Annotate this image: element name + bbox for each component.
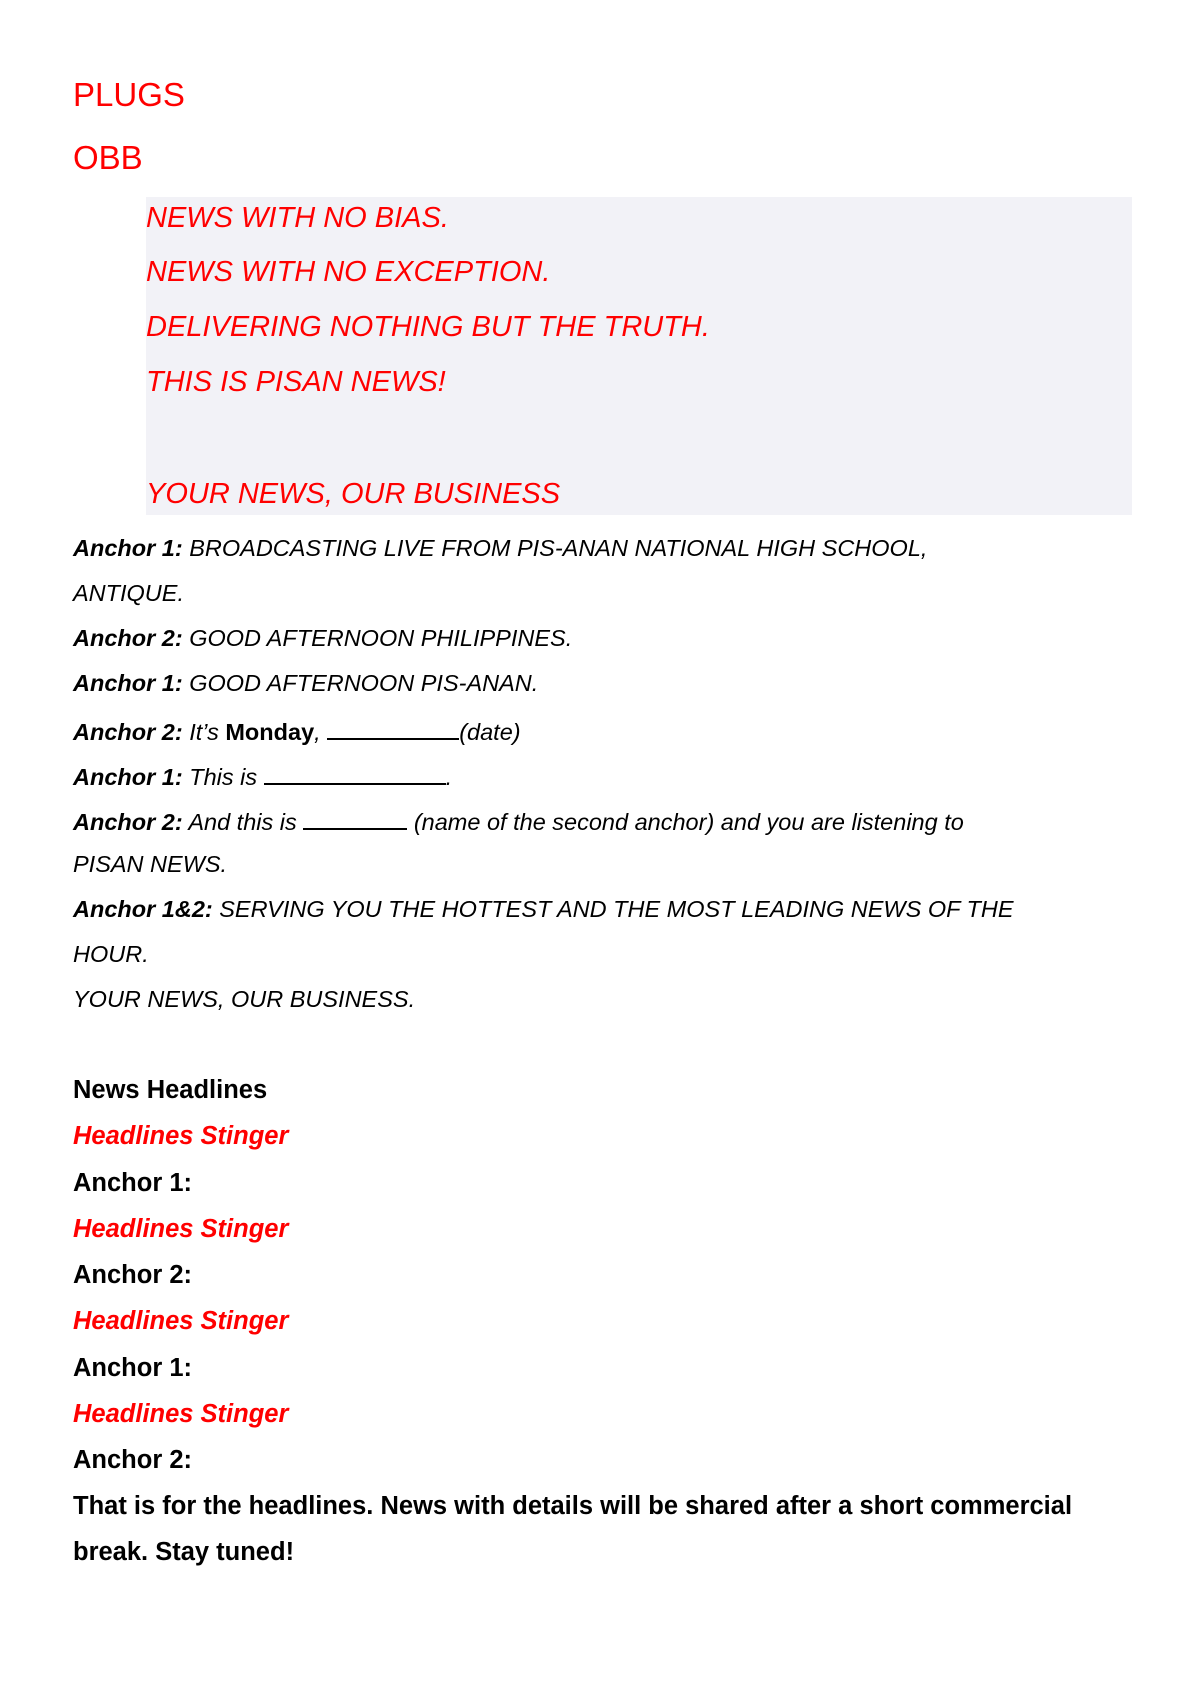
- anchor2-name-blank: [303, 808, 407, 830]
- script-line-6: [73, 808, 964, 835]
- speaker-label: Anchor 2:: [73, 719, 183, 745]
- speaker-label: Anchor 1:: [73, 535, 183, 561]
- obb-line-2: NEWS WITH NO EXCEPTION.: [146, 256, 551, 288]
- obb-line-5: YOUR NEWS, OUR BUSINESS: [146, 478, 561, 510]
- script-line-3: [73, 672, 538, 696]
- speaker-label: Anchor 2:: [73, 625, 183, 651]
- line-text: YOUR NEWS, OUR BUSINESS.: [73, 986, 416, 1012]
- script-line-7: [73, 898, 1014, 922]
- line-text: HOUR.: [73, 941, 149, 967]
- script-line-1: [73, 537, 927, 561]
- line-text: ANTIQUE.: [73, 580, 184, 606]
- line-text: .: [445, 764, 453, 790]
- speaker-label: Anchor 1:: [73, 670, 183, 696]
- script-line-6b: [73, 853, 227, 877]
- line-text: (name of the second anchor) and you are listening to: [407, 809, 964, 835]
- headlines-stinger-2: Headlines Stinger: [73, 1215, 289, 1243]
- obb-line-4: THIS IS PISAN NEWS!: [146, 366, 446, 398]
- line-text: And this is: [182, 809, 304, 835]
- script-line-7b: [73, 943, 149, 967]
- script-line-1b: [73, 582, 184, 606]
- headlines-stinger-1: Headlines Stinger: [73, 1122, 289, 1150]
- headlines-stinger-3: Headlines Stinger: [73, 1307, 289, 1335]
- day-name: Monday: [225, 719, 315, 745]
- line-text: BROADCASTING LIVE FROM PIS-ANAN NATIONAL HIGH SCHOOL,: [182, 535, 928, 561]
- line-text: PISAN NEWS.: [73, 851, 228, 877]
- line-text: ,: [314, 719, 328, 745]
- closing-line-2: break. Stay tuned!: [73, 1538, 295, 1566]
- date-blank: [327, 718, 459, 740]
- closing-line-1: That is for the headlines. News with details will be shared after a short commercial: [73, 1492, 1073, 1520]
- line-text: SERVING YOU THE HOTTEST AND THE MOST LEADING NEWS OF THE: [212, 896, 1014, 922]
- anchor-2-label-1: Anchor 2:: [73, 1261, 193, 1289]
- line-text: GOOD AFTERNOON PIS-ANAN.: [182, 670, 539, 696]
- speaker-label: Anchor 2:: [73, 809, 183, 835]
- speaker-label: Anchor 1:: [73, 764, 183, 790]
- script-line-8: [73, 988, 415, 1012]
- script-line-5: [73, 763, 452, 790]
- anchor-1-label-2: Anchor 1:: [73, 1354, 193, 1382]
- anchor1-name-blank: [264, 763, 446, 785]
- script-line-4: [73, 718, 521, 745]
- obb-shaded-block: [146, 197, 1132, 515]
- line-text: This is: [182, 764, 264, 790]
- obb-heading: OBB: [73, 139, 143, 176]
- anchor-2-label-2: Anchor 2:: [73, 1446, 193, 1474]
- speaker-label: Anchor 1&2:: [73, 896, 213, 922]
- script-line-2: [73, 627, 572, 651]
- anchor-1-label-1: Anchor 1:: [73, 1169, 193, 1197]
- obb-line-1: NEWS WITH NO BIAS.: [146, 202, 449, 234]
- line-text: GOOD AFTERNOON PHILIPPINES.: [182, 625, 573, 651]
- plugs-heading: PLUGS: [73, 76, 185, 113]
- headlines-stinger-4: Headlines Stinger: [73, 1400, 289, 1428]
- line-text: It’s: [182, 719, 226, 745]
- line-text: (date): [459, 719, 521, 745]
- news-headlines-title: News Headlines: [73, 1076, 268, 1104]
- obb-line-3: DELIVERING NOTHING BUT THE TRUTH.: [146, 311, 710, 343]
